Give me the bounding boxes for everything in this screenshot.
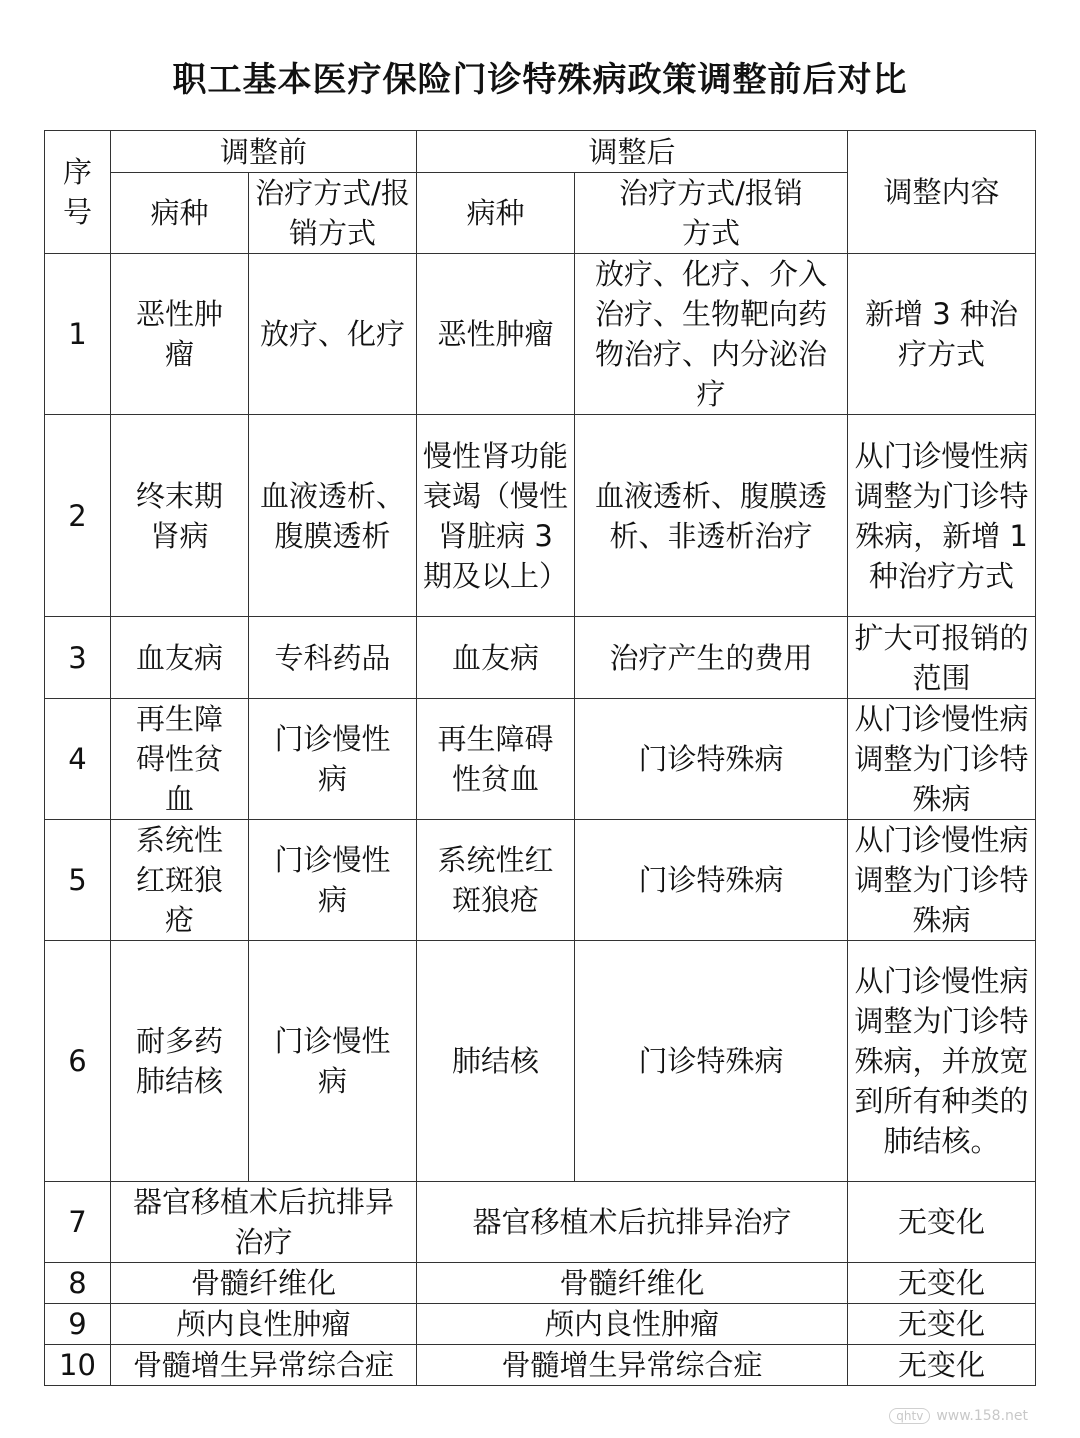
change-content: 无变化	[848, 1304, 1036, 1345]
header-after-disease: 病种	[417, 173, 575, 254]
after-disease: 肺结核	[417, 941, 575, 1182]
header-row-group	[45, 131, 1036, 173]
after-combined: 骨髓纤维化	[417, 1263, 848, 1304]
change-content: 无变化	[848, 1345, 1036, 1386]
change-content: 从门诊慢性病调整为门诊特殊病	[848, 820, 1036, 941]
after-method: 门诊特殊病	[575, 941, 848, 1182]
before-method: 放疗、化疗	[249, 254, 417, 415]
change-content: 扩大可报销的范围	[848, 617, 1036, 699]
watermark-text: www.158.net	[936, 1408, 1028, 1424]
row-no: 4	[45, 699, 111, 820]
change-content: 无变化	[848, 1182, 1036, 1263]
before-combined: 颅内良性肿瘤	[111, 1304, 417, 1345]
before-method: 专科药品	[249, 617, 417, 699]
after-method: 放疗、化疗、介入治疗、生物靶向药物治疗、内分泌治疗	[575, 254, 848, 415]
before-disease: 终末期肾病	[111, 415, 249, 617]
after-method: 治疗产生的费用	[575, 617, 848, 699]
header-change: 调整内容	[848, 131, 1036, 254]
after-combined: 颅内良性肿瘤	[417, 1304, 848, 1345]
page-title: 职工基本医疗保险门诊特殊病政策调整前后对比	[172, 60, 908, 100]
row-no: 7	[45, 1182, 111, 1263]
row-no: 8	[45, 1263, 111, 1304]
header-before-method: 治疗方式/报销方式	[249, 173, 417, 254]
row-no: 9	[45, 1304, 111, 1345]
watermark-logo: qhtv	[889, 1408, 930, 1424]
row-no: 2	[45, 415, 111, 617]
change-content: 从门诊慢性病调整为门诊特殊病	[848, 699, 1036, 820]
after-method: 门诊特殊病	[575, 820, 848, 941]
before-disease: 恶性肿瘤	[111, 254, 249, 415]
after-disease: 系统性红斑狼疮	[417, 820, 575, 941]
after-combined: 骨髓增生异常综合症	[417, 1345, 848, 1386]
table-row	[45, 820, 1036, 941]
table-row	[45, 415, 1036, 617]
table-row	[45, 1182, 1036, 1263]
header-after-method: 治疗方式/报销方式	[575, 173, 848, 254]
before-method: 门诊慢性病	[249, 820, 417, 941]
row-no: 1	[45, 254, 111, 415]
before-method: 门诊慢性病	[249, 941, 417, 1182]
before-combined: 骨髓增生异常综合症	[111, 1345, 417, 1386]
after-method: 门诊特殊病	[575, 699, 848, 820]
change-content: 从门诊慢性病调整为门诊特殊病，并放宽到所有种类的肺结核。	[848, 941, 1036, 1182]
table-row	[45, 1304, 1036, 1345]
header-before: 调整前	[111, 131, 417, 173]
table-row	[45, 699, 1036, 820]
after-combined: 器官移植术后抗排异治疗	[417, 1182, 848, 1263]
before-method: 门诊慢性病	[249, 699, 417, 820]
before-combined: 器官移植术后抗排异治疗	[111, 1182, 417, 1263]
after-disease: 恶性肿瘤	[417, 254, 575, 415]
before-disease: 系统性红斑狼疮	[111, 820, 249, 941]
table-row	[45, 941, 1036, 1182]
after-disease: 慢性肾功能衰竭（慢性肾脏病 3 期及以上）	[417, 415, 575, 617]
before-method: 血液透析、腹膜透析	[249, 415, 417, 617]
watermark	[889, 1408, 1028, 1424]
table-row	[45, 1263, 1036, 1304]
before-combined: 骨髓纤维化	[111, 1263, 417, 1304]
change-content: 新增 3 种治疗方式	[848, 254, 1036, 415]
row-no: 10	[45, 1345, 111, 1386]
after-disease: 再生障碍性贫血	[417, 699, 575, 820]
row-no: 3	[45, 617, 111, 699]
table-row	[45, 617, 1036, 699]
header-seq: 序号	[45, 131, 111, 254]
after-method: 血液透析、腹膜透析、非透析治疗	[575, 415, 848, 617]
table-row	[45, 1345, 1036, 1386]
before-disease: 血友病	[111, 617, 249, 699]
change-content: 从门诊慢性病调整为门诊特殊病，新增 1 种治疗方式	[848, 415, 1036, 617]
header-before-disease: 病种	[111, 173, 249, 254]
row-no: 6	[45, 941, 111, 1182]
header-after: 调整后	[417, 131, 848, 173]
change-content: 无变化	[848, 1263, 1036, 1304]
policy-comparison-table	[44, 130, 1036, 1386]
row-no: 5	[45, 820, 111, 941]
before-disease: 耐多药肺结核	[111, 941, 249, 1182]
after-disease: 血友病	[417, 617, 575, 699]
table-row	[45, 254, 1036, 415]
before-disease: 再生障碍性贫血	[111, 699, 249, 820]
